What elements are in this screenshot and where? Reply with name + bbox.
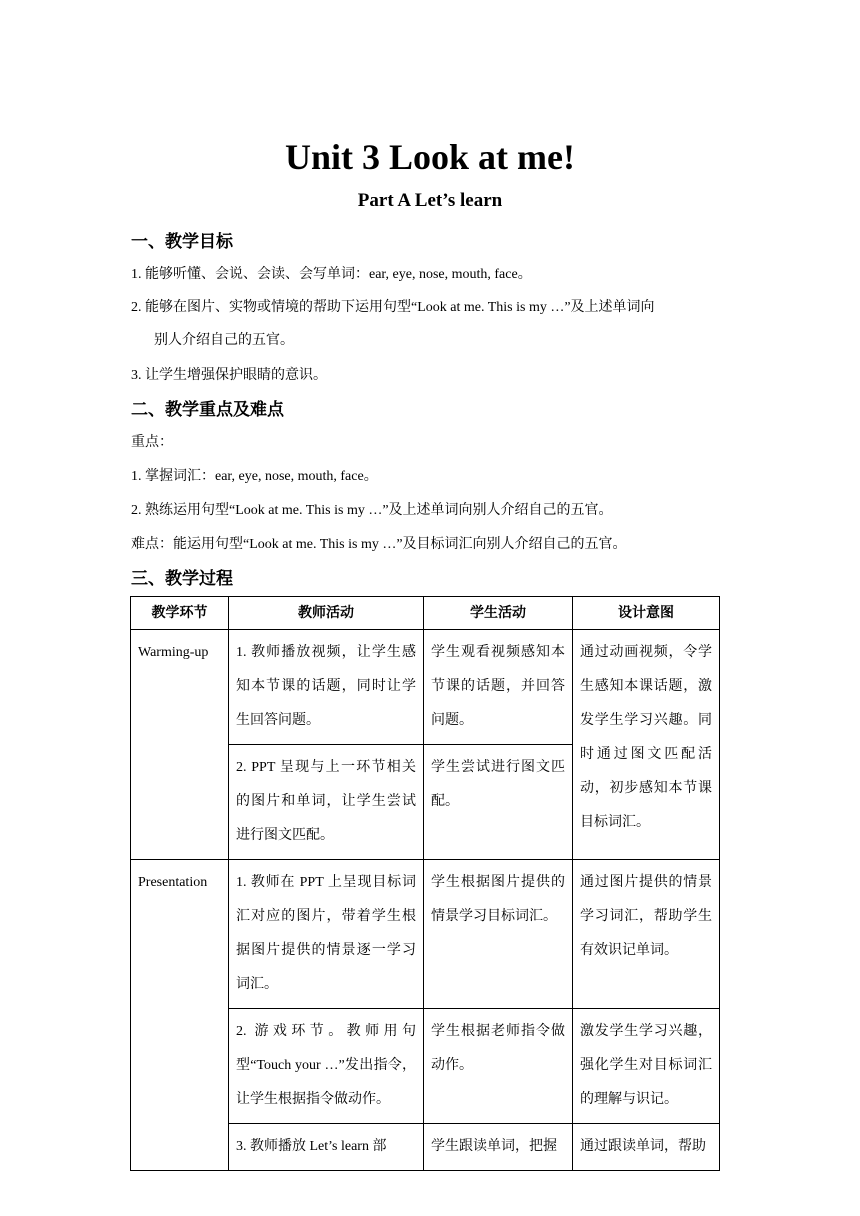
objective-item: 1. 能够听懂、会说、会读、会写单词：ear, eye, nose, mouth, face。 xyxy=(131,267,532,282)
teacher-activity-cell: 1. 教师播放视频，让学生感知本节课的话题，同时让学生回答问题。 xyxy=(229,630,424,745)
section-heading-process: 三、教学过程 xyxy=(131,569,233,589)
table-row xyxy=(131,630,720,745)
teacher-activity-cell: 1. 教师在 PPT 上呈现目标词汇对应的图片，带着学生根据图片提供的情景逐一学习词汇。 xyxy=(229,860,424,1009)
document-subtitle: Part A Let’s learn xyxy=(357,190,503,211)
section-heading-objectives: 一、教学目标 xyxy=(131,232,233,252)
focus-item: 2. 熟练运用句型“Look at me. This is my …”及上述单词向别人介绍自己的五官。 xyxy=(131,503,613,518)
teacher-activity-cell: 2. 游戏环节。教师用句型“Touch your …”发出指令，让学生根据指令做动作。 xyxy=(229,1009,424,1124)
objective-item: 2. 能够在图片、实物或情境的帮助下运用句型“Look at me. This is my …”及上述单词向 xyxy=(131,300,655,315)
objective-item-continued: 别人介绍自己的五官。 xyxy=(154,333,294,348)
focus-label: 重点： xyxy=(131,435,173,450)
student-activity-cell: 学生观看视频感知本节课的话题，并回答问题。 xyxy=(424,630,573,745)
student-activity-cell: 学生跟读单词，把握 xyxy=(424,1124,573,1171)
design-intent-cell: 激发学生学习兴趣，强化学生对目标词汇的理解与识记。 xyxy=(573,1009,720,1124)
design-intent-cell: 通过图片提供的情景学习词汇，帮助学生有效识记单词。 xyxy=(573,860,720,1009)
design-intent-cell: 通过跟读单词，帮助 xyxy=(573,1124,720,1171)
student-activity-cell: 学生尝试进行图文匹配。 xyxy=(424,745,573,860)
table-row xyxy=(131,860,720,1009)
teacher-activity-cell: 3. 教师播放 Let’s learn 部 xyxy=(229,1124,424,1171)
student-activity-cell: 学生根据图片提供的情景学习目标词汇。 xyxy=(424,860,573,1009)
focus-item: 1. 掌握词汇：ear, eye, nose, mouth, face。 xyxy=(131,469,378,484)
section-heading-focus: 二、教学重点及难点 xyxy=(131,400,284,420)
stage-cell: Presentation xyxy=(131,860,229,1171)
difficulty-text: 难点：能运用句型“Look at me. This is my …”及目标词汇向别人介绍自己的五官。 xyxy=(131,537,627,552)
column-header: 学生活动 xyxy=(424,597,573,630)
document-title: Unit 3 Look at me! xyxy=(285,137,575,177)
column-header: 教学环节 xyxy=(131,597,229,630)
stage-cell: Warming-up xyxy=(131,630,229,860)
student-activity-cell: 学生根据老师指令做动作。 xyxy=(424,1009,573,1124)
teacher-activity-cell: 2. PPT 呈现与上一环节相关的图片和单词，让学生尝试进行图文匹配。 xyxy=(229,745,424,860)
design-intent-cell: 通过动画视频，令学生感知本课话题，激发学生学习兴趣。同时通过图文匹配活动，初步感知本节课目标词汇。 xyxy=(573,630,720,860)
table-header-row xyxy=(131,597,720,630)
column-header: 设计意图 xyxy=(573,597,720,630)
teaching-process-table xyxy=(130,596,720,1171)
column-header: 教师活动 xyxy=(229,597,424,630)
objective-item: 3. 让学生增强保护眼睛的意识。 xyxy=(131,368,327,383)
